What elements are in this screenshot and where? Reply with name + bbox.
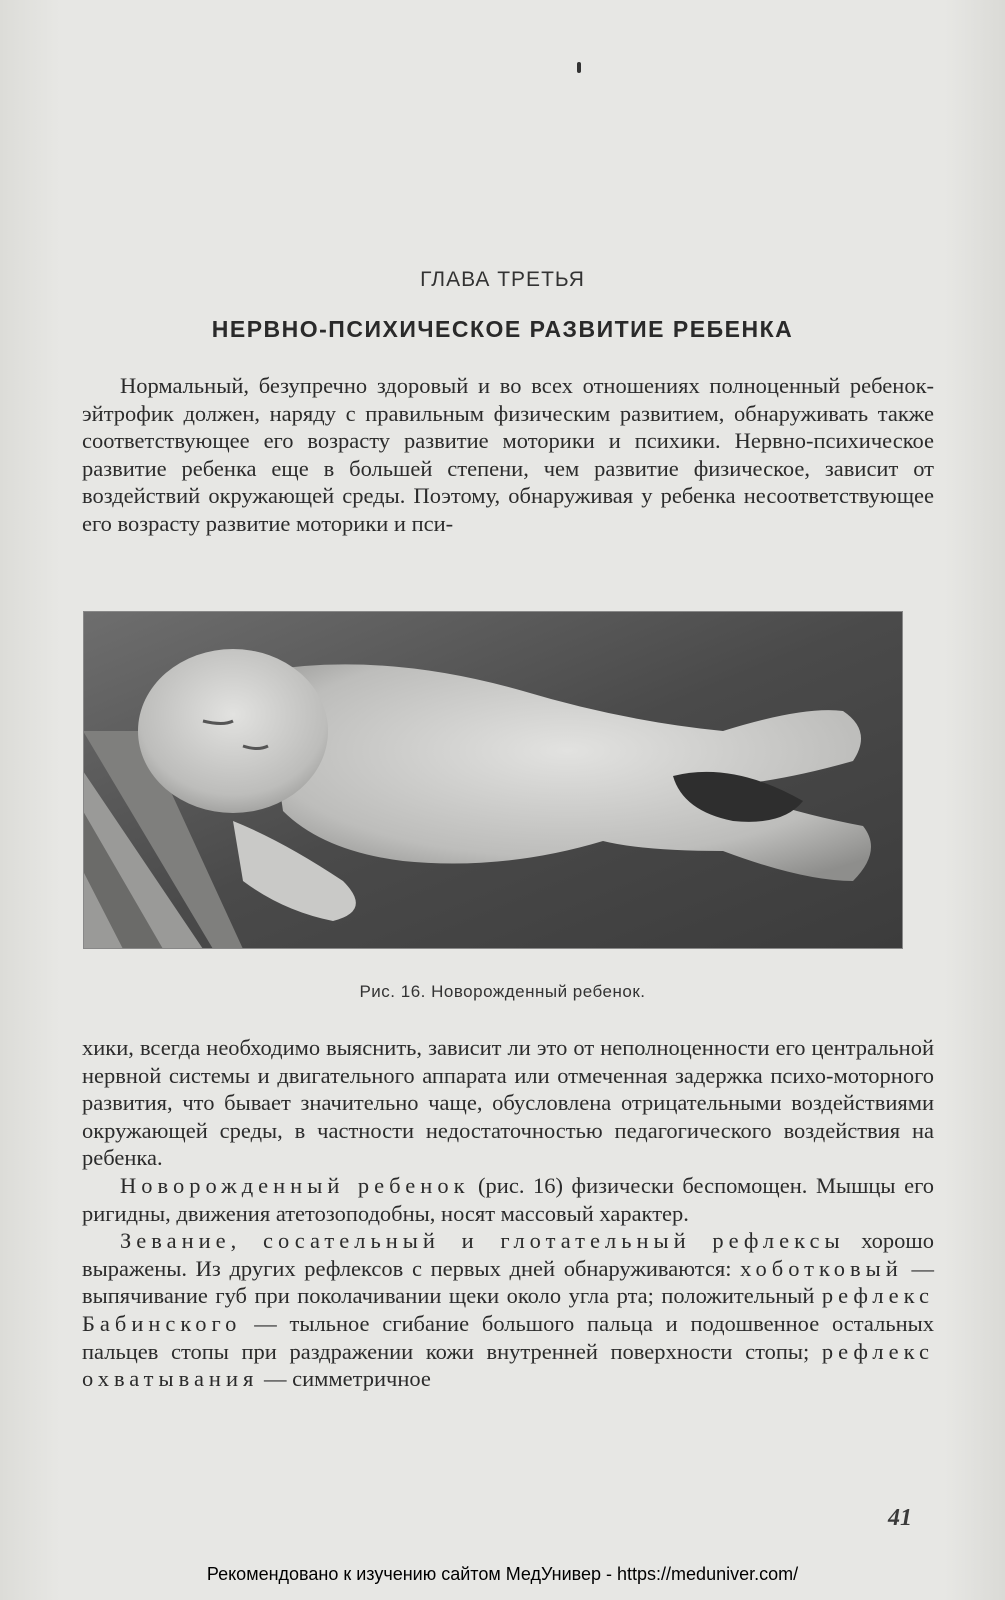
footer-watermark: Рекомендовано к изучению сайтом МедУнивер - https://meduniver.com/ [206, 1564, 799, 1584]
term-proboscis: хоботковый [740, 1255, 903, 1281]
body-text [82, 1034, 934, 1393]
newborn-photo [83, 611, 903, 949]
paragraph-4-text-2: — выпячивание губ при поколачивании щеки около угла рта; положительный [82, 1255, 934, 1309]
paragraph-2: хики, всегда необходимо выяснить, зависит ли это от неполноценности его центральной нервной системы и двигательного аппарата или отмеченная задержка психо-моторного развития, что бывает значительно чаще, обусловлена отрицательными воздействиями окружающей среды, в частности недостаточностью педагогического воздействия на ребенка. [82, 1035, 934, 1171]
paragraph-4-text-3: — тыльное сгибание большого пальца и подошвенное остальных пальцев стопы при раздражении кожи внутренней поверхности стопы; [82, 1310, 934, 1364]
chapter-title: НЕРВНО-ПСИХИЧЕСКОЕ РАЗВИТИЕ РЕБЕНКА [211, 316, 794, 342]
paragraph-3-text: (рис. 16) физически беспомощен. Мышцы его ригидны, движения атетозоподобны, носят массовый характер. [82, 1172, 934, 1226]
figure-caption: Рис. 16. Новорожденный ребенок. [359, 982, 646, 1001]
paragraph-1: Нормальный, безупречно здоровый и во всех отношениях полноценный ребенок-эйтрофик должен, наряду с правильным физическим развитием, обнаруживать также соответствующее его возрасту развитие моторики и психики. Нервно-психическое развитие ребенка еще в большей степени, чем развитие физическое, зависит от воздействий окружающей среды. Поэтому, обнаруживая у ребенка несоответствующее его возрасту развитие моторики и пси- [82, 373, 934, 536]
intro-text [82, 372, 934, 538]
print-mark [577, 62, 581, 73]
term-newborn: Новорожденный ребенок [120, 1172, 470, 1198]
figure-photo [83, 611, 903, 949]
term-babinski: рефлекс Бабинского [82, 1283, 934, 1336]
page-number: 41 [888, 1505, 912, 1531]
term-reflexes: Зевание, сосательный и глотательный рефлексы [120, 1228, 845, 1254]
paragraph-3 [82, 1172, 934, 1227]
paragraph-4-text-4: — симметричное [258, 1366, 431, 1392]
paragraph-4 [82, 1227, 934, 1393]
paragraph-4-text-1: хорошо выражены. Из других рефлексов с первых дней обнаруживаются: [82, 1228, 934, 1281]
term-grasp: рефлекс охватывания [82, 1338, 934, 1392]
chapter-label: ГЛАВА ТРЕТЬЯ [420, 268, 585, 291]
